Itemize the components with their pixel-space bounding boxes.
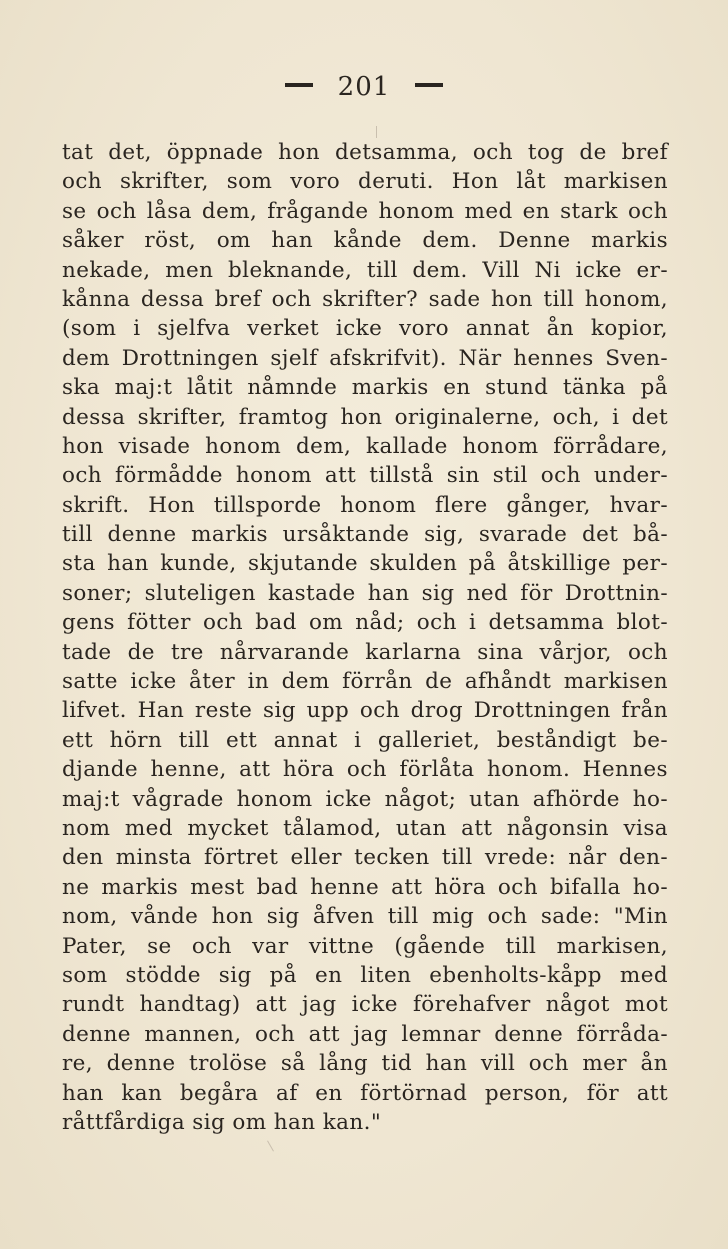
text-line: lifvet. Han reste sig upp och drog Drottningen från xyxy=(62,698,668,724)
text-line: sta han kunde, skjutande skulden på åtskillige per- xyxy=(62,551,668,577)
text-line: ett hörn till ett annat i galleriet, beståndigt be- xyxy=(62,727,668,753)
text-line: tat det, öppnade hon detsamma, och tog de bref xyxy=(62,140,668,165)
text-line: (som i sjelfva verket icke voro annat ån kopior, xyxy=(62,316,668,342)
text-line: re, denne trolöse så lång tid han vill och mer ån xyxy=(62,1051,668,1077)
page-number: 201 xyxy=(337,72,391,102)
text-line: kånna dessa bref och skrifter? sade hon till honom, xyxy=(62,286,668,312)
text-line: han kan begåra af en förtörnad person, för att xyxy=(62,1080,668,1106)
paper-speck xyxy=(376,126,377,138)
paper-speck xyxy=(267,1141,274,1152)
text-line: rundt handtag) att jag icke förehafver något mot xyxy=(62,992,668,1018)
text-line: råttfårdiga sig om han kan." xyxy=(62,1109,382,1135)
text-line: ska maj:t låtit nåmnde markis en stund tänka på xyxy=(62,375,668,401)
text-line: gens fötter och bad om nåd; och i detsamma blot- xyxy=(62,610,668,636)
header-dash-left xyxy=(285,83,313,87)
text-line: ne markis mest bad henne att höra och bifalla ho- xyxy=(62,874,668,900)
text-line: djande henne, att höra och förlåta honom. Hennes xyxy=(62,757,668,783)
text-line: denne mannen, och att jag lemnar denne förråda- xyxy=(62,1021,668,1047)
page-header xyxy=(0,66,728,106)
text-line: och skrifter, som voro deruti. Hon låt markisen xyxy=(62,169,668,195)
text-line: se och låsa dem, frågande honom med en stark och xyxy=(62,198,668,224)
text-line: hon visade honom dem, kallade honom förrådare, xyxy=(62,433,668,459)
text-line: Pater, se och var vittne (gående till markisen, xyxy=(62,933,668,959)
text-line: nom, vånde hon sig åfven till mig och sade: "Min xyxy=(62,904,668,930)
text-line: såker röst, om han kånde dem. Denne markis xyxy=(62,228,668,254)
text-line: som stödde sig på en liten ebenholts-kåpp med xyxy=(62,962,668,988)
text-line: till denne markis ursåktande sig, svarade det bå- xyxy=(62,522,668,548)
text-line: den minsta förtret eller tecken till vrede: når den- xyxy=(62,845,668,871)
text-line: maj:t vågrade honom icke något; utan afhörde ho- xyxy=(62,786,668,812)
header-dash-right xyxy=(415,83,443,87)
text-line: tade de tre nårvarande karlarna sina vårjor, och xyxy=(62,639,668,665)
text-line: soner; sluteligen kastade han sig ned för Drottnin- xyxy=(62,580,668,606)
body-text xyxy=(62,138,668,1137)
text-line: satte icke åter in dem förrån de afhåndt markisen xyxy=(62,669,668,695)
text-line: nom med mycket tålamod, utan att någonsin visa xyxy=(62,815,668,841)
text-line: nekade, men bleknande, till dem. Vill Ni icke er- xyxy=(62,257,668,283)
text-line: dessa skrifter, framtog hon originalerne, och, i det xyxy=(62,404,668,430)
text-line: dem Drottningen sjelf afskrifvit). När hennes Sven- xyxy=(62,345,668,371)
text-line: och förmådde honom att tillstå sin stil och under- xyxy=(62,463,668,489)
text-line: skrift. Hon tillsporde honom flere gånger, hvar- xyxy=(62,492,668,518)
